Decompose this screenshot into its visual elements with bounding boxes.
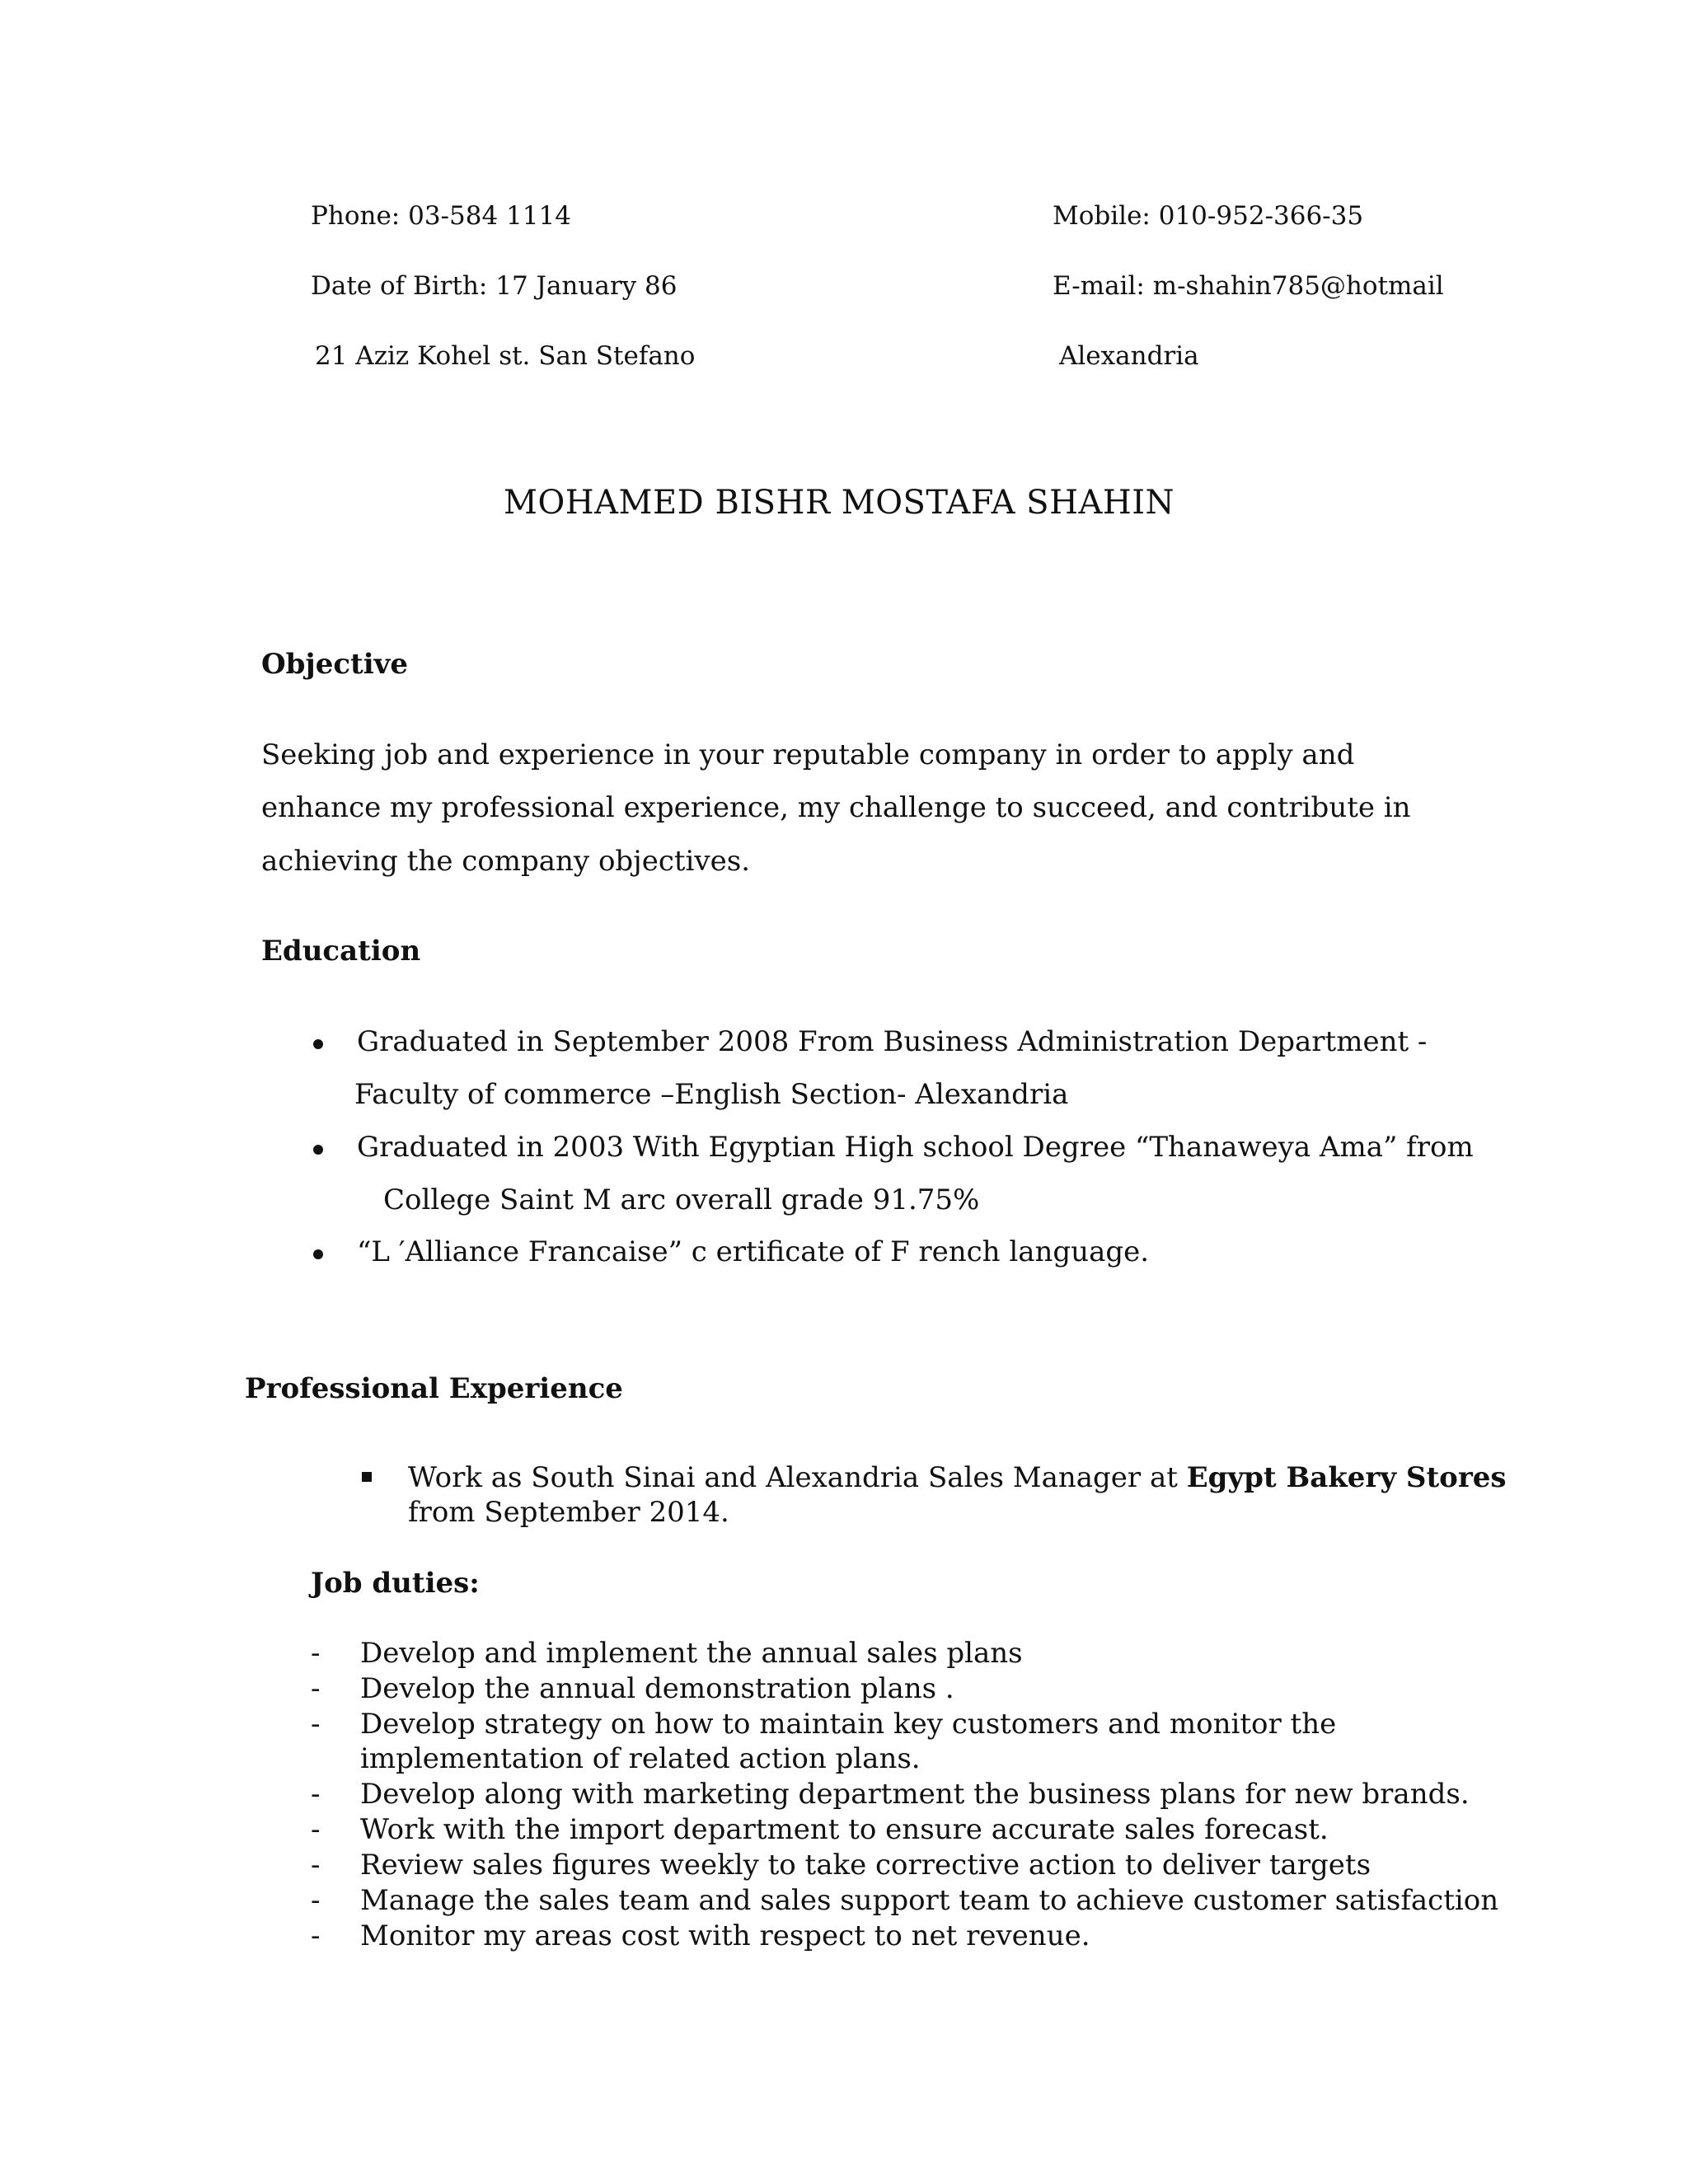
dash-marker: - — [311, 1778, 321, 1811]
dash-marker: - — [311, 1849, 321, 1882]
job-duties-heading: Job duties: — [311, 1567, 480, 1600]
objective-line: Seeking job and experience in your reputable company in order to apply and — [261, 738, 1355, 771]
candidate-name: MOHAMED BISHR MOSTAFA SHAHIN — [504, 484, 1175, 522]
dob-text: Date of Birth: 17 January 86 — [311, 271, 678, 301]
duty-item: Develop and implement the annual sales plans — [360, 1637, 1023, 1670]
phone-text: Phone: 03-584 1114 — [311, 201, 571, 231]
job-line — [408, 1461, 1507, 1494]
education-item-line: College Saint M arc overall grade 91.75% — [383, 1183, 980, 1216]
objective-line: enhance my professional experience, my challenge to succeed, and contribute in — [261, 791, 1411, 824]
duty-item: Manage the sales team and sales support team to achieve customer satisfaction — [360, 1884, 1499, 1917]
duty-item: Monitor my areas cost with respect to net revenue. — [360, 1919, 1090, 1952]
duty-item-continued: implementation of related action plans. — [360, 1742, 921, 1775]
duty-item: Develop strategy on how to maintain key customers and monitor the — [360, 1708, 1337, 1741]
dash-marker: - — [311, 1672, 321, 1705]
email-text: E-mail: m-shahin785@hotmail — [1053, 271, 1444, 301]
dash-marker: - — [311, 1919, 321, 1952]
bullet-icon — [313, 1145, 323, 1155]
address-text: 21 Aziz Kohel st. San Stefano — [315, 341, 696, 371]
duty-item: Develop along with marketing department the business plans for new brands. — [360, 1778, 1470, 1811]
duty-item: Review sales figures weekly to take corrective action to deliver targets — [360, 1849, 1372, 1882]
square-bullet-icon — [362, 1472, 372, 1482]
job-start-text: from September 2014. — [408, 1496, 729, 1529]
education-item-line: Faculty of commerce –English Section- Alexandria — [354, 1078, 1069, 1111]
dash-marker: - — [311, 1813, 321, 1846]
education-item-line: Graduated in September 2008 From Business Administration Department - — [357, 1025, 1428, 1058]
dash-marker: - — [311, 1708, 321, 1741]
experience-heading: Professional Experience — [245, 1372, 623, 1405]
duty-item: Work with the import department to ensure accurate sales forecast. — [360, 1813, 1329, 1846]
objective-heading: Objective — [261, 648, 409, 681]
company-name: Egypt Bakery Stores — [1186, 1461, 1507, 1494]
education-heading: Education — [261, 935, 421, 968]
dash-marker: - — [311, 1637, 321, 1670]
dash-marker: - — [311, 1884, 321, 1917]
mobile-text: Mobile: 010-952-366-35 — [1053, 201, 1364, 231]
education-item-line: “L ′Alliance Francaise” c ertificate of F rench language. — [357, 1235, 1150, 1268]
education-item-line: Graduated in 2003 With Egyptian High school Degree “Thanaweya Ama” from — [357, 1131, 1474, 1164]
objective-line: achieving the company objectives. — [261, 845, 751, 878]
bullet-icon — [313, 1039, 323, 1049]
bullet-icon — [313, 1249, 323, 1259]
duty-item: Develop the annual demonstration plans . — [360, 1672, 954, 1705]
city-text: Alexandria — [1059, 341, 1199, 371]
job-title-text: Work as South Sinai and Alexandria Sales Manager at — [408, 1461, 1187, 1494]
